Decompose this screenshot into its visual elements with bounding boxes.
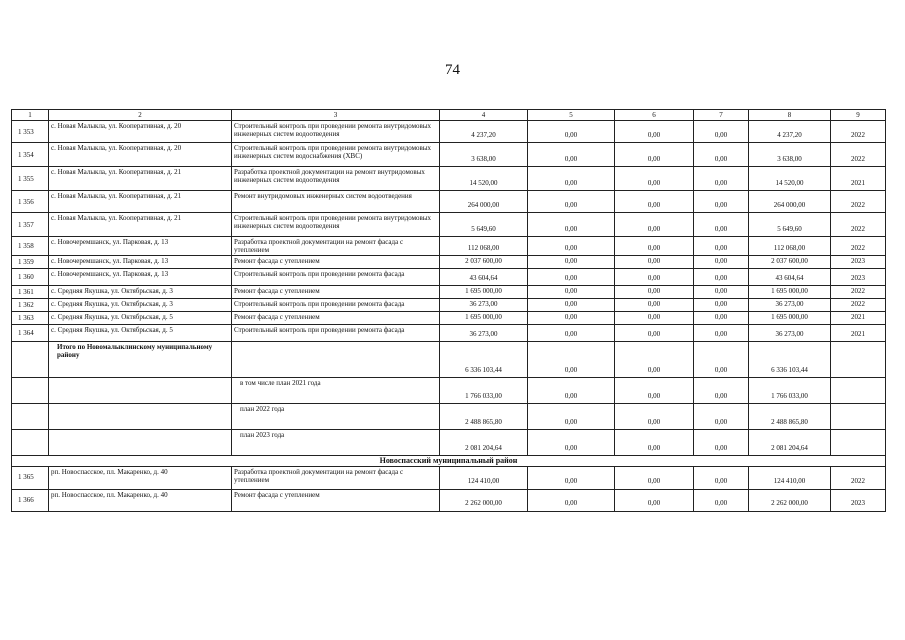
total-amount-cell: 0,00 [615,342,694,378]
column-number: 5 [528,110,615,121]
amount-cell: 0,00 [694,325,749,342]
table-row [12,191,886,213]
year-cell: 2022 [831,121,886,143]
amount-cell: 43 604,64 [749,269,831,286]
amount-cell: 1 695 000,00 [749,286,831,299]
work-type-cell: Ремонт фасада с утеплением [232,312,440,325]
work-type-cell: Разработка проектной документации на ремонт фасада с утеплением [232,466,440,489]
amount-cell: 14 520,00 [749,167,831,191]
plan-amount-cell: 1 766 033,00 [749,378,831,404]
work-type-cell: Строительный контроль при проведении ремонта фасада [232,299,440,312]
plan-amount-cell: 0,00 [615,378,694,404]
amount-cell: 0,00 [615,213,694,237]
table-row [12,167,886,191]
year-cell: 2022 [831,237,886,256]
record-number: 1 358 [12,237,49,256]
column-number: 9 [831,110,886,121]
table-row [12,143,886,167]
plan-amount-cell: 0,00 [528,404,615,430]
amount-cell: 0,00 [615,286,694,299]
amount-cell: 0,00 [528,299,615,312]
amount-cell: 264 000,00 [440,191,528,213]
amount-cell: 0,00 [615,143,694,167]
plan-row [12,404,886,430]
empty-cell [49,430,232,456]
empty-cell [831,378,886,404]
address-cell: с. Новая Малыкла, ул. Кооперативная, д. 20 [49,143,232,167]
amount-cell: 0,00 [615,269,694,286]
section-title: Новоспасский муниципальный район [12,456,886,466]
amount-cell: 2 262 000,00 [440,489,528,511]
amount-cell: 0,00 [528,167,615,191]
record-number: 1 363 [12,312,49,325]
amount-cell: 124 410,00 [440,466,528,489]
plan-amount-cell: 0,00 [694,378,749,404]
work-type-cell: Ремонт фасада с утеплением [232,256,440,269]
amount-cell: 0,00 [528,325,615,342]
table-row [12,299,886,312]
year-cell: 2023 [831,489,886,511]
year-cell: 2021 [831,312,886,325]
plan-amount-cell: 2 081 204,64 [749,430,831,456]
amount-cell: 0,00 [528,237,615,256]
address-cell: рп. Новоспасское, пл. Макаренко, д. 40 [49,466,232,489]
amount-cell: 0,00 [694,256,749,269]
plan-row [12,378,886,404]
amount-cell: 0,00 [694,299,749,312]
amount-cell: 124 410,00 [749,466,831,489]
record-number: 1 353 [12,121,49,143]
column-number: 3 [232,110,440,121]
plan-row [12,430,886,456]
plan-amount-cell: 0,00 [615,404,694,430]
address-cell: с. Средняя Якушка, ул. Октябрьская, д. 5 [49,312,232,325]
amount-cell: 0,00 [694,312,749,325]
year-cell: 2022 [831,213,886,237]
amount-cell: 5 649,60 [749,213,831,237]
amount-cell: 0,00 [528,191,615,213]
record-number: 1 361 [12,286,49,299]
plan-amount-cell: 1 766 033,00 [440,378,528,404]
plan-label: в том числе план 2021 года [232,378,440,404]
amount-cell: 1 695 000,00 [440,312,528,325]
work-type-cell: Ремонт фасада с утеплением [232,286,440,299]
year-cell: 2021 [831,167,886,191]
record-number: 1 364 [12,325,49,342]
work-type-cell: Разработка проектной документации на ремонт внутридомовых инженерных систем водоотведения [232,167,440,191]
amount-cell: 0,00 [615,325,694,342]
empty-cell [12,430,49,456]
plan-amount-cell: 2 488 865,80 [440,404,528,430]
amount-cell: 0,00 [528,269,615,286]
total-row [12,342,886,378]
amount-cell: 0,00 [694,143,749,167]
amount-cell: 1 695 000,00 [749,312,831,325]
work-type-cell: Строительный контроль при проведении ремонта внутридомовых инженерных систем водоотведения [232,121,440,143]
amount-cell: 0,00 [615,167,694,191]
record-number: 1 356 [12,191,49,213]
work-type-cell: Строительный контроль при проведении ремонта фасада [232,325,440,342]
amount-cell: 14 520,00 [440,167,528,191]
amount-cell: 43 604,64 [440,269,528,286]
repair-program-table [11,109,886,512]
table-row [12,121,886,143]
work-type-cell: Ремонт внутридомовых инженерных систем водоотведения [232,191,440,213]
total-amount-cell: 6 336 103,44 [749,342,831,378]
amount-cell: 5 649,60 [440,213,528,237]
empty-cell [831,404,886,430]
record-number: 1 354 [12,143,49,167]
amount-cell: 0,00 [528,143,615,167]
table-row [12,312,886,325]
column-number: 8 [749,110,831,121]
empty-cell [831,430,886,456]
year-cell: 2023 [831,269,886,286]
amount-cell: 3 638,00 [749,143,831,167]
total-amount-cell: 6 336 103,44 [440,342,528,378]
year-cell: 2022 [831,286,886,299]
empty-cell [49,378,232,404]
column-number-row [12,110,886,121]
amount-cell: 0,00 [615,121,694,143]
year-cell: 2022 [831,466,886,489]
plan-amount-cell: 0,00 [694,404,749,430]
record-number: 1 357 [12,213,49,237]
total-label: Итого по Новомалыклинскому муниципальному району [49,342,232,378]
work-type-cell: Ремонт фасада с утеплением [232,489,440,511]
amount-cell: 0,00 [694,213,749,237]
amount-cell: 0,00 [694,167,749,191]
table-row [12,489,886,511]
column-number: 4 [440,110,528,121]
record-number: 1 355 [12,167,49,191]
work-type-cell: Строительный контроль при проведении ремонта фасада [232,269,440,286]
amount-cell: 0,00 [528,489,615,511]
table-row [12,466,886,489]
empty-cell [12,378,49,404]
amount-cell: 0,00 [694,466,749,489]
total-amount-cell: 0,00 [528,342,615,378]
record-number: 1 365 [12,466,49,489]
table-row [12,325,886,342]
amount-cell: 0,00 [615,466,694,489]
plan-label: план 2023 года [232,430,440,456]
amount-cell: 0,00 [615,489,694,511]
address-cell: с. Новочеремшанск, ул. Парковая, д. 13 [49,256,232,269]
amount-cell: 4 237,20 [440,121,528,143]
column-number: 1 [12,110,49,121]
amount-cell: 0,00 [615,256,694,269]
column-number: 7 [694,110,749,121]
empty-cell [232,342,440,378]
amount-cell: 0,00 [528,213,615,237]
plan-amount-cell: 0,00 [528,378,615,404]
address-cell: с. Средняя Якушка, ул. Октябрьская, д. 3 [49,286,232,299]
table-row [12,237,886,256]
amount-cell: 0,00 [615,191,694,213]
amount-cell: 0,00 [528,286,615,299]
year-cell: 2022 [831,191,886,213]
table-row [12,213,886,237]
amount-cell: 2 037 600,00 [749,256,831,269]
year-cell: 2022 [831,143,886,167]
amount-cell: 0,00 [694,121,749,143]
record-number: 1 366 [12,489,49,511]
amount-cell: 3 638,00 [440,143,528,167]
amount-cell: 0,00 [528,256,615,269]
year-cell: 2021 [831,325,886,342]
plan-amount-cell: 2 488 865,80 [749,404,831,430]
address-cell: с. Новая Малыкла, ул. Кооперативная, д. 21 [49,191,232,213]
work-type-cell: Разработка проектной документации на ремонт фасада с утеплением [232,237,440,256]
amount-cell: 264 000,00 [749,191,831,213]
section-row [12,456,886,466]
table-row [12,286,886,299]
address-cell: с. Новая Малыкла, ул. Кооперативная, д. 21 [49,213,232,237]
year-cell: 2023 [831,256,886,269]
amount-cell: 0,00 [615,237,694,256]
total-amount-cell: 0,00 [694,342,749,378]
plan-label: план 2022 года [232,404,440,430]
address-cell: с. Новая Малыкла, ул. Кооперативная, д. 21 [49,167,232,191]
year-cell: 2022 [831,299,886,312]
table-row [12,269,886,286]
amount-cell: 1 695 000,00 [440,286,528,299]
address-cell: с. Средняя Якушка, ул. Октябрьская, д. 5 [49,325,232,342]
amount-cell: 4 237,20 [749,121,831,143]
page-number: 74 [445,62,460,78]
empty-cell [12,342,49,378]
plan-amount-cell: 2 081 204,64 [440,430,528,456]
record-number: 1 362 [12,299,49,312]
address-cell: с. Новочеремшанск, ул. Парковая, д. 13 [49,237,232,256]
amount-cell: 36 273,00 [440,325,528,342]
address-cell: с. Новочеремшанск, ул. Парковая, д. 13 [49,269,232,286]
plan-amount-cell: 0,00 [615,430,694,456]
plan-amount-cell: 0,00 [528,430,615,456]
record-number: 1 359 [12,256,49,269]
amount-cell: 0,00 [694,489,749,511]
empty-cell [12,404,49,430]
amount-cell: 36 273,00 [440,299,528,312]
amount-cell: 0,00 [528,121,615,143]
amount-cell: 0,00 [694,191,749,213]
amount-cell: 0,00 [615,312,694,325]
amount-cell: 112 068,00 [749,237,831,256]
work-type-cell: Строительный контроль при проведении ремонта внутридомовых инженерных систем водоснабжения (ХВС) [232,143,440,167]
amount-cell: 2 037 600,00 [440,256,528,269]
amount-cell: 0,00 [694,286,749,299]
empty-cell [831,342,886,378]
amount-cell: 36 273,00 [749,299,831,312]
amount-cell: 0,00 [694,269,749,286]
address-cell: с. Новая Малыкла, ул. Кооперативная, д. 20 [49,121,232,143]
amount-cell: 0,00 [615,299,694,312]
amount-cell: 0,00 [694,237,749,256]
amount-cell: 36 273,00 [749,325,831,342]
table-row [12,256,886,269]
column-number: 6 [615,110,694,121]
column-number: 2 [49,110,232,121]
address-cell: с. Средняя Якушка, ул. Октябрьская, д. 3 [49,299,232,312]
amount-cell: 0,00 [528,466,615,489]
amount-cell: 112 068,00 [440,237,528,256]
work-type-cell: Строительный контроль при проведении ремонта внутридомовых инженерных систем водоотведения [232,213,440,237]
empty-cell [49,404,232,430]
address-cell: рп. Новоспасское, пл. Макаренко, д. 40 [49,489,232,511]
amount-cell: 0,00 [528,312,615,325]
amount-cell: 2 262 000,00 [749,489,831,511]
record-number: 1 360 [12,269,49,286]
plan-amount-cell: 0,00 [694,430,749,456]
